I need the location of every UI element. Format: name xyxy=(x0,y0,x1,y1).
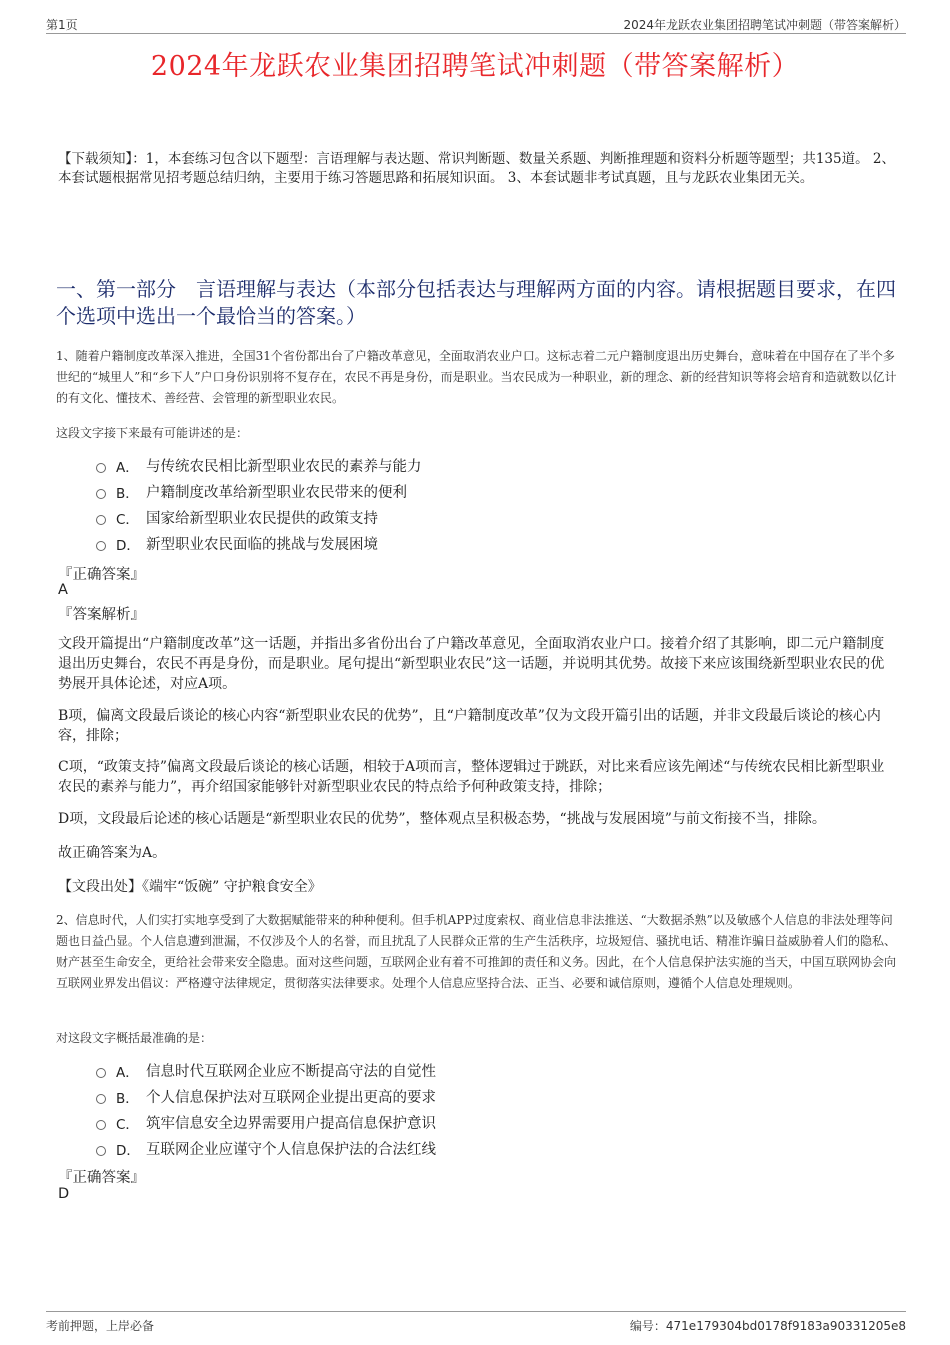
option-c[interactable]: C． 筑牢信息安全边界需要用户提高信息保护意识 xyxy=(96,1111,696,1137)
radio-icon[interactable] xyxy=(96,541,106,551)
radio-icon[interactable] xyxy=(96,1120,106,1130)
radio-icon[interactable] xyxy=(96,1146,106,1156)
page-footer xyxy=(46,1311,906,1335)
analysis-paragraph: C项，“政策支持”偏离文段最后谈论的核心话题，相较于A项而言，整体逻辑过于跳跃，对比来看应该先阐述“与传统农民相比新型职业农民的素养与能力”，再介绍国家能够针对新型职业农民的特点给予何种政策支持，排除； xyxy=(58,759,885,795)
passage-source: 【文段出处】《端牢“饭碗” 守护粮食安全》 xyxy=(58,879,322,895)
radio-icon[interactable] xyxy=(96,489,106,499)
analysis-label: 『答案解析』 xyxy=(58,607,145,623)
download-notice: 【下载须知】：1，本套练习包含以下题型：言语理解与表达题、常识判断题、数量关系题、判断推理题和资料分析题等题型；共135道。 2、本套试题根据常见招考题总结归纳，主要用于练习答题思路和拓展知识面。 3、本套试题非考试真题，且与龙跃农业集团无关。 xyxy=(58,151,895,186)
radio-icon[interactable] xyxy=(96,1068,106,1078)
radio-icon[interactable] xyxy=(96,463,106,473)
correct-answer: D xyxy=(58,1186,70,1202)
analysis-conclusion: 故正确答案为A。 xyxy=(58,845,167,861)
question-2-prompt: 对这段文字概括最准确的是： xyxy=(56,1031,213,1045)
analysis-paragraph: B项，偏离文段最后谈论的核心内容“新型职业农民的优势”，且“户籍制度改革”仅为文段开篇引出的话题，并非文段最后谈论的核心内容，排除； xyxy=(58,708,881,744)
question-2-stem: 2、信息时代，人们实打实地享受到了大数据赋能带来的种种便利。但手机APP过度索权、商业信息非法推送、“大数据杀熟”以及敏感个人信息的非法处理等问题也日益凸显。个人信息遭到泄漏，不仅涉及个人的名誉，而且扰乱了人民群众正常的生产生活秩序，垃圾短信、骚扰电话、精准诈骗日益威胁着人们的隐私、财产甚至生命安全，更给社会带来安全隐患。面对这些问题，互联网企业有着不可推卸的责任和义务。因此，在个人信息保护法实施的当天，中国互联网协会向互联网业界发出倡议：严格遵守法律规定，贯彻落实法律要求。处理个人信息应坚持合法、正当、必要和诚信原则，遵循个人信息处理规则。 xyxy=(56,913,897,990)
question-1-prompt: 这段文字接下来最有可能讲述的是： xyxy=(56,426,249,440)
analysis-paragraph: 文段开篇提出“户籍制度改革”这一话题，并指出多省份出台了户籍改革意见，全面取消农业户口。接着介绍了其影响，即二元户籍制度退出历史舞台，农民不再是身份，而是职业。尾句提出“新型职业农民”这一话题，并说明其优势。故接下来应该围绕新型职业农民的优势展开具体论述，对应A项。 xyxy=(58,636,885,692)
correct-answer: A xyxy=(58,582,68,598)
radio-icon[interactable] xyxy=(96,1094,106,1104)
footer-serial: 编号：471e179304bd0178f9183a90331205e8 xyxy=(629,1319,906,1333)
question-1-stem: 1、随着户籍制度改革深入推进，全国31个省份都出台了户籍改革意见，全面取消农业户口。这标志着二元户籍制度退出历史舞台，意味着在中国存在了半个多世纪的“城里人”和“乡下人”户口身份识别将不复存在，农民不再是身份，而是职业。当农民成为一种职业，新的理念、新的经营知识等将会培育和造就数以亿计的有文化、懂技术、善经营、会管理的新型职业农民。 xyxy=(56,349,897,405)
option-b[interactable]: B． 户籍制度改革给新型职业农民带来的便利 xyxy=(96,480,696,506)
header-doc-title: 2024年龙跃农业集团招聘笔试冲刺题（带答案解析） xyxy=(623,18,906,32)
correct-answer-label: 『正确答案』 xyxy=(58,567,145,583)
page-number: 第1页 xyxy=(46,18,78,32)
option-a[interactable]: A． 信息时代互联网企业应不断提高守法的自觉性 xyxy=(96,1059,696,1085)
option-c[interactable]: C． 国家给新型职业农民提供的政策支持 xyxy=(96,506,696,532)
footer-slogan: 考前押题，上岸必备 xyxy=(46,1319,155,1333)
radio-icon[interactable] xyxy=(96,515,106,525)
option-a[interactable]: A． 与传统农民相比新型职业农民的素养与能力 xyxy=(96,454,696,480)
correct-answer-label: 『正确答案』 xyxy=(58,1170,145,1186)
page-header xyxy=(46,14,906,34)
analysis-paragraph: D项，文段最后论述的核心话题是“新型职业农民的优势”，整体观点呈积极态势，“挑战与发展困境”与前文衔接不当，排除。 xyxy=(58,811,826,827)
option-d[interactable]: D． 新型职业农民面临的挑战与发展困境 xyxy=(96,532,696,558)
document-title: 2024年龙跃农业集团招聘笔试冲刺题（带答案解析） xyxy=(150,51,800,82)
option-b[interactable]: B． 个人信息保护法对互联网企业提出更高的要求 xyxy=(96,1085,696,1111)
option-d[interactable]: D． 互联网企业应谨守个人信息保护法的合法红线 xyxy=(96,1137,696,1163)
section-heading: 一、第一部分 言语理解与表达（本部分包括表达与理解两方面的内容。请根据题目要求，在四个选项中选出一个最恰当的答案。） xyxy=(56,277,896,328)
question-2-options xyxy=(96,1059,696,1163)
question-1-options xyxy=(96,454,696,558)
